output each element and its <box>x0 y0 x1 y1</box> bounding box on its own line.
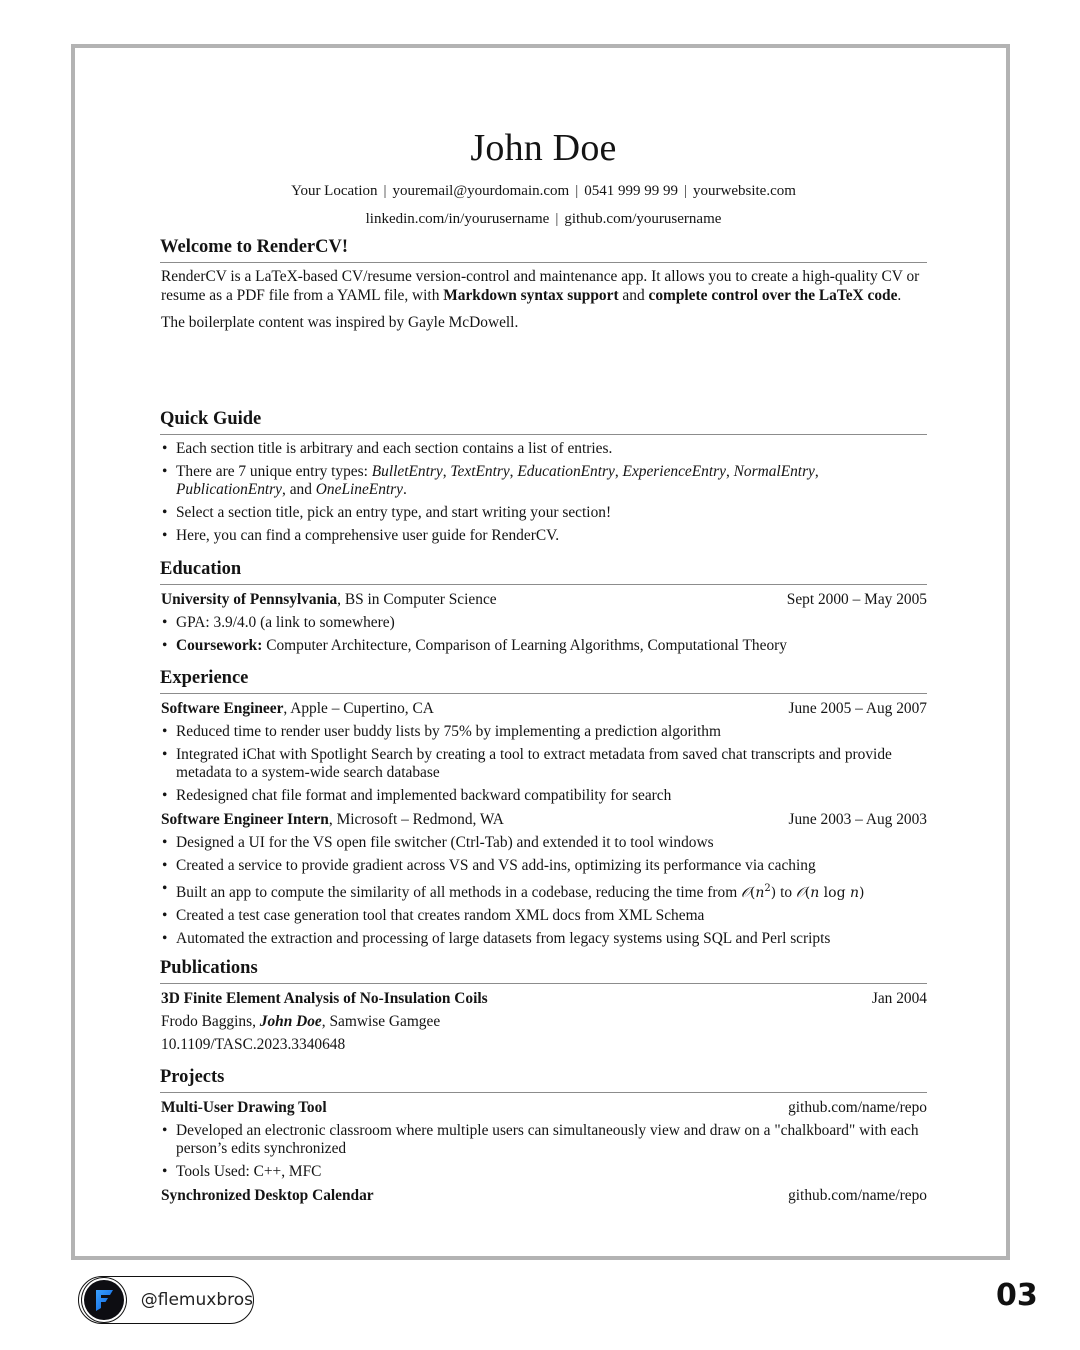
project-name: Multi-User Drawing Tool <box>161 1099 327 1116</box>
bullet-icon: • <box>162 440 168 457</box>
user-guide-link[interactable]: Here, you can find a comprehensive user guide for RenderCV. <box>176 527 560 544</box>
math-exponent: 2 <box>764 883 771 894</box>
text: Automated the extraction and processing of large datasets from legacy systems using SQL and Perl scripts <box>176 930 831 948</box>
job-dates: June 2003 – Aug 2003 <box>788 811 927 828</box>
publication-date: Jan 2004 <box>871 990 927 1007</box>
education-dates: Sept 2000 – May 2005 <box>786 591 927 608</box>
text: Tools Used: C++, MFC <box>176 1163 322 1180</box>
text: to <box>776 884 796 902</box>
contact-phone[interactable]: 0541 999 99 99 <box>584 183 678 199</box>
math: ) <box>859 885 865 902</box>
math: ( <box>749 885 756 902</box>
project-entry-header <box>160 1187 927 1205</box>
list-item: • There are 7 unique entry types: BulletEntry, TextEntry, EducationEntry, ExperienceEntry, NormalEntry, PublicationEntry, and OneLineEntry. <box>162 463 819 498</box>
job-company: , Apple – Cupertino, CA <box>283 700 434 717</box>
bullet-icon: • <box>162 527 168 544</box>
cv-page <box>71 44 1010 1260</box>
section-title: Publications <box>160 958 258 978</box>
bullet-icon: • <box>162 880 168 897</box>
author-self: John Doe <box>259 1013 322 1030</box>
separator: | <box>555 211 559 227</box>
f-logo-glyph-icon <box>93 1288 115 1312</box>
text: Select a section title, pick an entry type, and start writing your section! <box>176 504 612 521</box>
section-title: Welcome to RenderCV! <box>160 237 349 257</box>
text: RenderCV is a LaTeX-based CV/resume version-control and maintenance app. It allows you to create a high-quality CV or resume as a PDF file from a YAML file, with <box>161 268 920 304</box>
bullet-icon: • <box>162 834 168 851</box>
math: n <box>755 885 765 902</box>
contact-website[interactable]: yourwebsite.com <box>693 183 796 199</box>
education-entry-header <box>160 591 927 609</box>
section-experience <box>160 667 927 948</box>
job-position: Software Engineer Intern <box>161 811 329 828</box>
section-title: Projects <box>160 1067 225 1087</box>
text: There are 7 unique entry types: <box>176 463 372 480</box>
math: n <box>850 885 860 902</box>
list-item <box>160 907 927 925</box>
bullet-icon: • <box>162 907 168 925</box>
bullet-icon: • <box>162 857 168 874</box>
experience-entry-header <box>160 700 927 718</box>
social-handle: @flemuxbros <box>140 1290 253 1310</box>
bullet-list <box>160 614 927 655</box>
coursework-text: Computer Architecture, Comparison of Learning Algorithms, Computational Theory <box>262 637 787 654</box>
bullet-list <box>160 1122 927 1181</box>
text: Redesigned chat file format and implemented backward compatibility for search <box>176 787 672 804</box>
entry-type: OneLineEntry <box>315 481 403 498</box>
entry-type: NormalEntry <box>733 463 815 480</box>
text: Integrated iChat with Spotlight Search by creating a tool to extract metadata from saved chat transcripts and provide metadata to a system-wide search database <box>176 746 892 781</box>
list-item <box>160 1163 927 1181</box>
list-item <box>160 723 927 741</box>
contact-github[interactable]: github.com/yourusername <box>564 211 722 227</box>
bold-text: complete control over the LaTeX code <box>648 286 898 304</box>
list-item <box>160 857 927 875</box>
math: log <box>819 885 850 902</box>
entry-type: EducationEntry <box>517 463 615 480</box>
math: ( <box>804 885 811 902</box>
math: n <box>810 885 820 902</box>
bullet-list <box>160 834 927 948</box>
list-item <box>160 637 927 655</box>
text: and <box>618 286 649 304</box>
contact-location: Your Location <box>291 183 378 199</box>
contact-linkedin[interactable]: linkedin.com/in/yourusername <box>365 211 550 227</box>
bullet-icon: • <box>162 637 168 654</box>
entry-type: BulletEntry <box>371 463 443 480</box>
math: ) <box>770 885 777 902</box>
section-title: Experience <box>160 668 249 688</box>
flemux-f-logo-icon <box>82 1278 126 1322</box>
separator: | <box>383 183 387 199</box>
job-company: , Microsoft – Redmond, WA <box>328 811 504 828</box>
list-item <box>160 1122 927 1158</box>
project-link[interactable]: github.com/name/repo <box>788 1099 927 1116</box>
text: Developed an electronic classroom where multiple users can simultaneously view and draw on a "chalkboard" with each person’s edits synchronized <box>176 1122 919 1157</box>
gpa-text[interactable]: GPA: 3.9/4.0 (a link to somewhere) <box>176 614 395 631</box>
bullet-icon: • <box>162 504 168 521</box>
text: Reduced time to render user buddy lists by 75% by implementing a prediction algorithm <box>176 723 721 740</box>
author: Frodo Baggins, <box>161 1013 260 1030</box>
entry-type: ExperienceEntry <box>622 463 726 480</box>
list-item <box>160 880 927 902</box>
list-item[interactable] <box>160 527 927 545</box>
publication-title: 3D Finite Element Analysis of No-Insulation Coils <box>161 990 488 1007</box>
bullet-icon: • <box>162 614 168 631</box>
list-item <box>160 614 927 632</box>
bullet-icon: • <box>162 746 168 763</box>
publication-authors <box>160 1013 927 1031</box>
section-title: Quick Guide <box>160 409 262 429</box>
welcome-paragraph <box>160 268 927 305</box>
institution: University of Pennsylvania <box>161 591 338 608</box>
section-divider <box>160 584 927 585</box>
author: , Samwise Gamgee <box>321 1013 441 1030</box>
separator: | <box>683 183 687 199</box>
publication-entry-header <box>160 990 927 1008</box>
entry-type: TextEntry <box>450 463 510 480</box>
job-position: Software Engineer <box>161 700 284 717</box>
contact-line-2 <box>160 211 927 228</box>
project-entry-header <box>160 1099 927 1117</box>
entry-type: PublicationEntry <box>176 481 283 498</box>
cv-name: John Doe <box>470 127 617 169</box>
bullet-list <box>160 723 927 805</box>
section-divider <box>160 1092 927 1093</box>
list-item <box>160 834 927 852</box>
welcome-credit: The boilerplate content was inspired by Gayle McDowell. <box>161 314 519 331</box>
text: Created a test case generation tool that creates random XML docs from XML Schema <box>176 907 705 925</box>
bullet-icon: • <box>162 1122 168 1139</box>
bullet-icon: • <box>162 1163 168 1180</box>
section-quick-guide <box>160 408 927 545</box>
bullet-icon: • <box>162 930 168 948</box>
separator: | <box>575 183 579 199</box>
text: Designed a UI for the VS open file switcher (Ctrl-Tab) and extended it to tool windows <box>176 834 714 851</box>
text: . <box>897 286 902 304</box>
page-number: 03 <box>996 1278 1038 1313</box>
contact-line-1 <box>160 183 927 200</box>
degree: , BS in Computer Science <box>337 591 497 608</box>
section-welcome <box>160 236 927 333</box>
bullet-icon: • <box>162 463 168 480</box>
list-item <box>160 504 927 522</box>
section-divider <box>160 434 927 435</box>
project-name: Synchronized Desktop Calendar <box>161 1187 374 1204</box>
list-item <box>160 746 927 782</box>
experience-entry-header <box>160 811 927 829</box>
section-publications <box>160 957 927 1054</box>
bullet-icon: • <box>162 723 168 740</box>
section-divider <box>160 983 927 984</box>
section-projects <box>160 1066 927 1205</box>
text: Built an app to compute the similarity of all methods in a codebase, reducing the time from <box>176 884 742 902</box>
coursework-label: Coursework: <box>176 637 263 654</box>
social-handle-badge[interactable] <box>78 1276 254 1324</box>
list-item <box>160 930 927 948</box>
section-divider <box>160 262 927 263</box>
bullet-list <box>160 440 927 545</box>
contact-email[interactable]: youremail@yourdomain.com <box>392 183 570 199</box>
text: Each section title is arbitrary and each section contains a list of entries. <box>176 440 613 457</box>
list-item <box>160 440 927 458</box>
project-link[interactable]: github.com/name/repo <box>788 1187 927 1204</box>
big-o-symbol: 𝒪 <box>741 885 750 902</box>
text: and <box>289 481 316 498</box>
publication-doi[interactable]: 10.1109/TASC.2023.3340648 <box>161 1036 346 1053</box>
list-item <box>160 787 927 805</box>
job-dates: June 2005 – Aug 2007 <box>788 700 927 717</box>
bold-text: Markdown syntax support <box>443 286 619 304</box>
big-o-symbol: 𝒪 <box>795 885 805 902</box>
section-title: Education <box>160 559 242 579</box>
section-education <box>160 558 927 655</box>
section-divider <box>160 693 927 694</box>
bullet-icon: • <box>162 787 168 804</box>
text: Created a service to provide gradient across VS and VS add-ins, optimizing its performance via caching <box>176 857 816 874</box>
